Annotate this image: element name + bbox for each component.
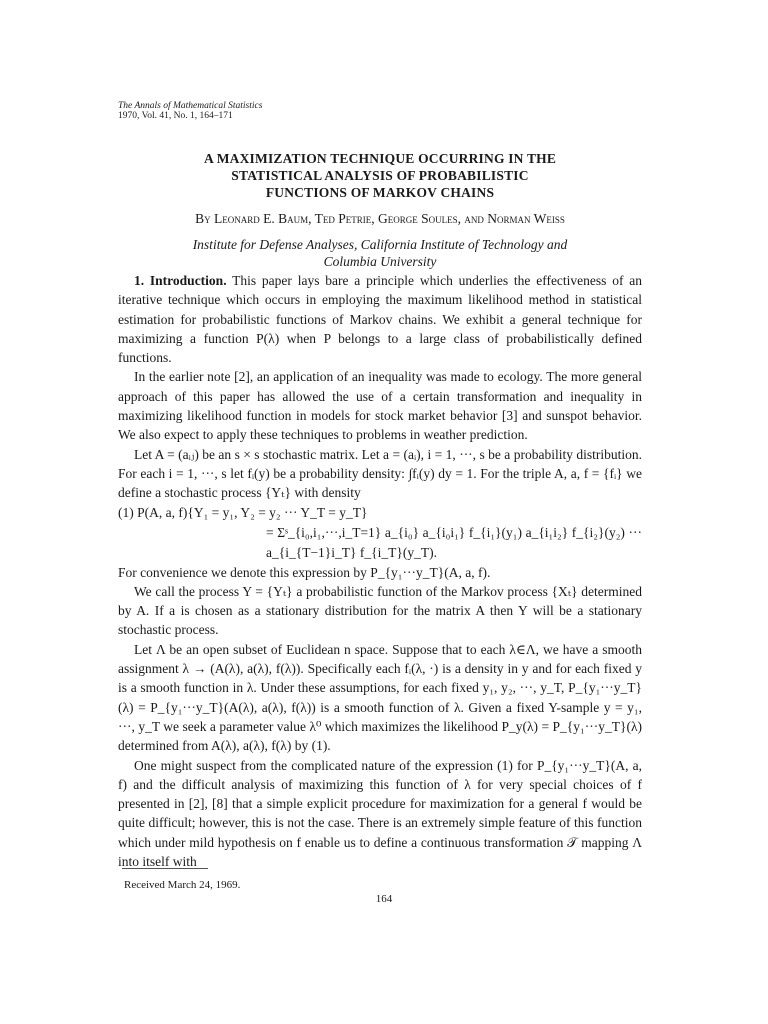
- equation-1-line-1: (1) P(A, a, f){Y₁ = y₁, Y₂ = y₂ ··· Y_T = y_T}: [118, 504, 368, 520]
- section-heading: 1. Introduction.: [134, 273, 227, 288]
- footnote-divider: [122, 868, 208, 869]
- page-number: 164: [375, 893, 393, 905]
- paper-title: [118, 150, 642, 201]
- journal-header: [118, 101, 262, 121]
- paragraph-intro: [118, 271, 642, 367]
- paragraph-2: In the earlier note [2], an application of an inequality was made to ecology. The more general approach of this paper has allowed the use of a certain transformation and inequality in maximizing likelihood function in models for stock market behavior [3] and sunspot behavior. We also expect to apply these techniques to problems in weather prediction.: [118, 369, 642, 443]
- journal-name: The Annals of Mathematical Statistics: [118, 101, 263, 111]
- paragraph-intro-text: This paper lays bare a principle which underlies the effectiveness of an iterative technique which occurs in employing the maximum likelihood method in statistical estimation for probabilistic functions of Markov chains. We exhibit a general technique for maximizing a function P(λ) when P belongs to a large class of probabilistically defined functions.: [118, 273, 642, 366]
- title-line-1: A MAXIMIZATION TECHNIQUE OCCURRING IN THE: [203, 151, 557, 166]
- title-line-3: FUNCTIONS OF MARKOV CHAINS: [265, 185, 495, 200]
- paragraph-7: One might suspect from the complicated nature of the expression (1) for P_{y₁···y_T}(A, a, f) and the difficult analysis of maximizing this function of λ for very special choices of f presented in [2], [8] that a simple explicit procedure for maximization for a general f would be quite difficult; however, this is not the case. There is an extremely simple feature of this function which under mild hypothesis on f enable us to define a continuous transformation 𝒯 mapping Λ into itself with: [118, 757, 642, 870]
- affiliation-line-2: Columbia University: [323, 254, 437, 269]
- authors: By Leonard E. Baum, Ted Petrie, George Soules, and Norman Weiss: [195, 211, 565, 226]
- paragraph-3: Let A = (aᵢⱼ) be an s × s stochastic matrix. Let a = (aᵢ), i = 1, ···, s be a probability distribution. For each i = 1, ···, s let fᵢ(y) be a probability density: ∫fᵢ(y) dy = 1. For the triple A, a, f = {fᵢ} we define a stochastic process {Yₜ} with density: [118, 446, 642, 501]
- title-line-2: STATISTICAL ANALYSIS OF PROBABILISTIC: [231, 168, 529, 183]
- paragraph-6: Let Λ be an open subset of Euclidean n space. Suppose that to each λ∈Λ, we have a smooth assignment λ → (A(λ), a(λ), f(λ)). Specifically each fᵢ(λ, ·) is a density in y and for each fixed y is a smooth function in λ. Under these assumptions, for each fixed y₁, y₂, ···, y_T, P_{y₁···y_T}(λ) = P_{y₁···y_T}(A(λ), a(λ), f(λ)) is a smooth function of λ. Given a fixed Y-sample y = y₁, ···, y_T we seek a parameter value λ⁰ which maximizes the likelihood P_y(λ) = P_{y₁···y_T}(λ) determined from A(λ), a(λ), f(λ) by (1).: [118, 641, 642, 754]
- paragraph-5: We call the process Y = {Yₜ} a probabilistic function of the Markov process {Xₜ} determined by A. If a is chosen as a stationary distribution for the matrix A then Y will be a stationary stochastic process.: [118, 583, 642, 638]
- affiliation-line-1: Institute for Defense Analyses, California Institute of Technology and: [192, 237, 568, 252]
- main-text: [118, 271, 642, 871]
- received-date-footnote: Received March 24, 1969.: [124, 879, 241, 891]
- paragraph-4: For convenience we denote this expression by P_{y₁···y_T}(A, a, f).: [118, 564, 491, 580]
- equation-1-line-2: = Σˢ_{i₀,i₁,···,i_T=1} a_{i₀} a_{i₀i₁} f_{i₁}(y₁) a_{i₁i₂} f_{i₂}(y₂) ··· a_{i_{T−1}i_T} f_{i_T}(y_T).: [266, 524, 642, 560]
- journal-volume: 1970, Vol. 41, No. 1, 164–171: [118, 111, 233, 121]
- affiliation: [118, 236, 642, 270]
